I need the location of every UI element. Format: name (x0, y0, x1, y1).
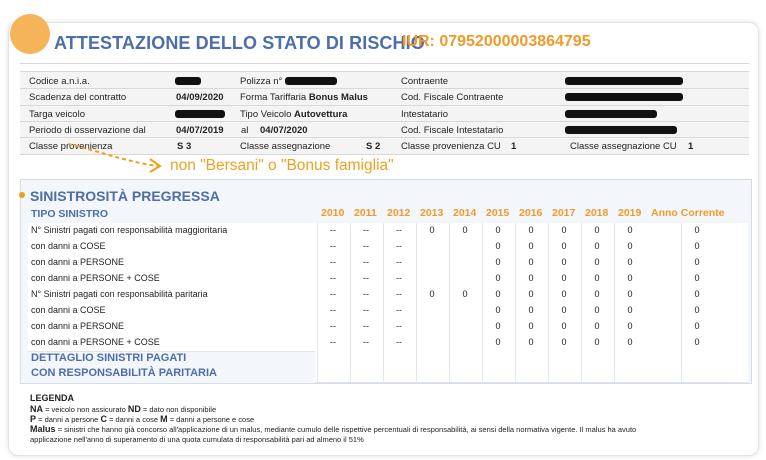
legend-line-malus: Malus = sinistri che hanno già concorso all'applicazione di un malus, mediante cumulo delle rispettive percentuali di responsabilità, ai sensi della normativa vigente. Il malus ha avuto (30, 424, 637, 434)
table-cell: -- (396, 289, 402, 299)
cell-divider (449, 239, 450, 255)
divider (20, 88, 749, 89)
legend-line-pcm: P = danni a persone C = danni a cose M = danni a persone e cose (30, 414, 255, 424)
annotation-arrow-icon (66, 140, 166, 176)
table-cell: -- (363, 289, 369, 299)
section-title: SINISTROSITÀ PREGRESSA (30, 188, 220, 204)
cell-divider (449, 271, 450, 287)
cell-divider (317, 366, 318, 382)
table-cell: 0 (694, 257, 700, 267)
year-header: 2018 (585, 207, 609, 219)
table-cell: 0 (528, 225, 534, 235)
periodo-label: Periodo di osservazione dal (29, 125, 146, 136)
table-cell: 0 (561, 225, 567, 235)
divider (20, 71, 749, 72)
table-cell: 0 (561, 321, 567, 331)
table-cell: 0 (495, 273, 501, 283)
page-title: ATTESTAZIONE DELLO STATO DI RISCHIO (54, 33, 425, 53)
classe-assegnazione-value: S 2 (366, 141, 381, 152)
table-cell: 0 (561, 257, 567, 267)
table-cell: 0 (429, 225, 435, 235)
table-cell: -- (396, 273, 402, 283)
scadenza-value: 04/09/2020 (176, 92, 224, 103)
decorative-circle (10, 14, 50, 54)
cell-divider (383, 366, 384, 382)
cell-divider (449, 366, 450, 382)
table-cell: 0 (561, 241, 567, 251)
table-cell: 0 (429, 289, 435, 299)
year-header: 2010 (321, 207, 345, 219)
iur-code: IUR: 07952000003864795 (402, 33, 591, 50)
table-cell: -- (363, 273, 369, 283)
table-cell: 0 (594, 241, 600, 251)
table-cell: 0 (694, 305, 700, 315)
cell-divider (416, 303, 417, 319)
redacted-value (285, 77, 337, 85)
cell-divider (482, 366, 483, 382)
table-cell: -- (396, 337, 402, 347)
scadenza-label: Scadenza del contratto (29, 92, 127, 103)
cell-divider (449, 350, 450, 366)
table-cell: -- (330, 305, 336, 315)
cell-divider (416, 255, 417, 271)
table-cell: 0 (495, 305, 501, 315)
classe-provenienza-cu-label: Classe provenienza CU (401, 141, 501, 152)
table-cell: 0 (627, 321, 633, 331)
cell-divider (449, 303, 450, 319)
row-label: con danni a PERSONE + COSE (31, 273, 160, 283)
classe-provenienza-cu-value: 1 (511, 141, 517, 152)
table-cell: 0 (627, 241, 633, 251)
table-cell: 0 (561, 273, 567, 283)
table-cell: 0 (528, 257, 534, 267)
table-cell: -- (363, 241, 369, 251)
table-cell: 0 (627, 257, 633, 267)
targa-label: Targa veicolo (29, 109, 85, 120)
redacted-value (175, 110, 225, 118)
table-row (28, 223, 748, 240)
table-cell: 0 (594, 289, 600, 299)
table-cell: 0 (528, 289, 534, 299)
legend-line-na: NA = veicolo non assicurato ND = dato non disponibile (30, 404, 217, 414)
table-row (28, 255, 748, 272)
periodo-dal-value: 04/07/2019 (176, 125, 224, 136)
table-cell: 0 (594, 321, 600, 331)
year-header: 2017 (552, 207, 576, 219)
intestatario-label: Intestatario (401, 109, 448, 120)
table-row (28, 303, 748, 320)
divider (20, 121, 749, 122)
table-cell: 0 (462, 289, 468, 299)
bullet-icon (19, 192, 25, 198)
table-cell: -- (396, 225, 402, 235)
year-header: Anno Corrente (651, 207, 725, 219)
polizza-label: Polizza n° (240, 76, 283, 87)
cell-divider (581, 366, 582, 382)
row-label: con danni a COSE (31, 305, 106, 315)
table-cell: 0 (495, 289, 501, 299)
classe-provenienza-value: S 3 (177, 141, 192, 152)
table-cell: 0 (495, 241, 501, 251)
cell-divider (383, 350, 384, 366)
cell-divider (350, 366, 351, 382)
annotation-note: non "Bersani" o "Bonus famiglia" (170, 157, 394, 174)
table-cell: 0 (627, 225, 633, 235)
redacted-value (565, 110, 657, 118)
codice-ania-label: Codice a.n.i.a. (29, 76, 90, 87)
table-cell: -- (363, 305, 369, 315)
table-cell: 0 (528, 337, 534, 347)
row-label: N° Sinistri pagati con responsabilità paritaria (31, 289, 208, 299)
redacted-value (175, 77, 201, 85)
table-cell: -- (396, 241, 402, 251)
table-cell: -- (330, 273, 336, 283)
table-cell: 0 (694, 289, 700, 299)
cell-divider (449, 335, 450, 351)
divider (20, 63, 749, 64)
redacted-value (565, 126, 677, 134)
table-cell: 0 (694, 337, 700, 347)
year-header: 2019 (618, 207, 642, 219)
table-cell: 0 (594, 257, 600, 267)
year-header: 2016 (519, 207, 543, 219)
cell-divider (449, 255, 450, 271)
row-label: con danni a PERSONE (31, 321, 125, 331)
cell-divider (681, 350, 682, 366)
table-cell: 0 (495, 321, 501, 331)
year-header: 2015 (486, 207, 510, 219)
table-cell: 0 (627, 289, 633, 299)
table-cell: 0 (594, 337, 600, 347)
table-cell: 0 (627, 305, 633, 315)
classe-provenienza-label: Classe provenienza (29, 141, 113, 152)
row-label: con danni a PERSONE (31, 257, 125, 267)
cell-divider (449, 319, 450, 335)
cell-divider (482, 350, 483, 366)
cell-divider (416, 350, 417, 366)
table-cell: 0 (627, 337, 633, 347)
cell-divider (681, 366, 682, 382)
tipo-sinistro-header: TIPO SINISTRO (31, 208, 109, 220)
row-label: N° Sinistri pagati con responsabilità maggioritaria (31, 225, 228, 235)
table-cell: 0 (495, 257, 501, 267)
classe-assegnazione-label: Classe assegnazione (240, 141, 331, 152)
table-cell: 0 (694, 241, 700, 251)
table-cell: 0 (561, 289, 567, 299)
table-cell: 0 (627, 273, 633, 283)
divider (20, 137, 749, 138)
table-cell: 0 (528, 305, 534, 315)
table-cell: 0 (528, 273, 534, 283)
table-cell: 0 (561, 337, 567, 347)
cell-divider (317, 350, 318, 366)
dettaglio-row (315, 366, 748, 383)
cf-intestatario-label: Cod. Fiscale Intestatario (401, 125, 504, 136)
table-cell: -- (363, 321, 369, 331)
table-cell: -- (396, 257, 402, 267)
table-cell: -- (396, 305, 402, 315)
redacted-value (565, 77, 683, 85)
row-label: con danni a COSE (31, 241, 106, 251)
cell-divider (416, 319, 417, 335)
year-header: 2011 (354, 207, 377, 219)
dettaglio-title-line2: CON RESPONSABILITÀ PARITARIA (31, 367, 217, 379)
contraente-label: Contraente (401, 76, 449, 87)
table-row (28, 287, 748, 304)
table-cell: 0 (462, 225, 468, 235)
table-cell: -- (330, 337, 336, 347)
cell-divider (548, 350, 549, 366)
table-cell: 0 (594, 273, 600, 283)
year-header: 2013 (420, 207, 444, 219)
cell-divider (416, 335, 417, 351)
divider (20, 105, 749, 106)
dettaglio-title-line1: DETTAGLIO SINISTRI PAGATI (31, 352, 187, 364)
table-cell: -- (363, 225, 369, 235)
legend-line-malus-2: applicazione nell'anno di superamento di una quota cumulata di responsabilità pari ad almeno il 51% (30, 435, 364, 444)
classe-assegnazione-cu-value: 1 (688, 141, 694, 152)
table-cell: 0 (694, 273, 700, 283)
cell-divider (548, 366, 549, 382)
table-cell: -- (330, 289, 336, 299)
table-row (28, 239, 748, 256)
tipo-veicolo-label: Tipo Veicolo Autovettura (240, 109, 348, 120)
cell-divider (515, 366, 516, 382)
cell-divider (416, 366, 417, 382)
cell-divider (350, 350, 351, 366)
cell-divider (515, 350, 516, 366)
table-row (28, 271, 748, 288)
table-cell: -- (396, 321, 402, 331)
year-header: 2012 (387, 207, 411, 219)
table-cell: 0 (528, 321, 534, 331)
table-cell: 0 (561, 305, 567, 315)
table-cell: -- (363, 257, 369, 267)
dettaglio-row (315, 350, 748, 367)
cf-contraente-label: Cod. Fiscale Contraente (401, 92, 504, 103)
cell-divider (416, 271, 417, 287)
classe-assegnazione-cu-label: Classe assegnazione CU (570, 141, 677, 152)
table-cell: -- (330, 321, 336, 331)
cell-divider (614, 366, 615, 382)
cell-divider (416, 239, 417, 255)
redacted-value (565, 93, 683, 101)
table-cell: 0 (495, 337, 501, 347)
table-cell: -- (363, 337, 369, 347)
cell-divider (614, 350, 615, 366)
year-header: 2014 (453, 207, 477, 219)
table-cell: 0 (528, 241, 534, 251)
legend-title: LEGENDA (30, 393, 75, 403)
table-cell: 0 (594, 305, 600, 315)
periodo-al-value: 04/07/2020 (260, 125, 308, 136)
periodo-al-label: al (241, 125, 249, 136)
table-cell: -- (330, 241, 336, 251)
row-label: con danni a PERSONE + COSE (31, 337, 160, 347)
table-cell: 0 (694, 321, 700, 331)
table-cell: 0 (495, 225, 501, 235)
table-cell: -- (330, 225, 336, 235)
table-cell: 0 (694, 225, 700, 235)
forma-tariffaria-label: Forma Tariffaria Bonus Malus (240, 92, 368, 103)
table-cell: -- (330, 257, 336, 267)
cell-divider (581, 350, 582, 366)
table-cell: 0 (594, 225, 600, 235)
table-row (28, 319, 748, 336)
